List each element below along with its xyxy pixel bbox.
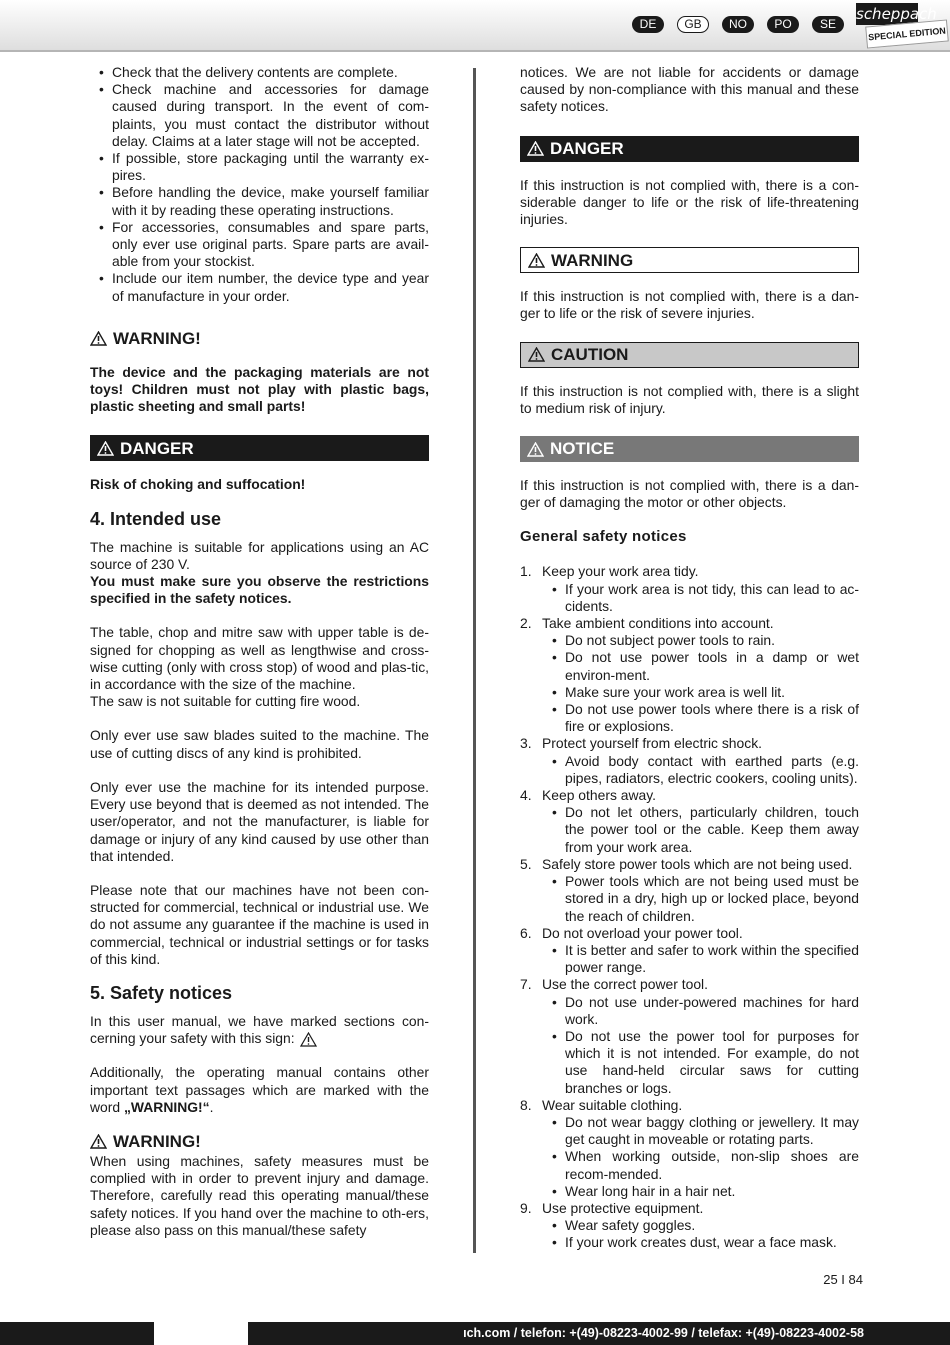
safety-item-text: Use the correct power tool. [542,976,708,993]
list-item: • Check machine and accessories for damage caused during transport. In the event of com-plaints, you must contact the distributor without delay. Claims at a later stage will not be accepted. [112,81,429,150]
lang-de[interactable]: DE [632,16,664,33]
notice-title: NOTICE [550,439,615,459]
caution-box [520,342,859,368]
caution-text: If this instruction is not complied with, there is a slight to medium risk of injury. [520,382,859,416]
list-item: • If possible, store packaging until the warranty ex-pires. [112,150,429,184]
warning-triangle-icon [90,1134,107,1149]
safety-item-text: Wear suitable clothing. [542,1096,683,1113]
safety-item [520,976,859,1096]
right-column [520,64,859,1252]
intended-paragraph: The table, chop and mitre saw with upper table is de-signed for chopping as well as lengthwise and cross-wise cutting (only with cross stop) of wood and plas-tic, in accordance with the size of the machine. [90,624,429,693]
safety-sublist [542,1114,859,1200]
list-item: • Before handling the device, make yourself familiar with it by reading these operating instructions. [112,184,429,218]
safety-item [520,787,859,856]
warning-triangle-icon [527,442,544,457]
safety-subitem: • Avoid body contact with earthed parts (e.g. pipes, radiators, electric cookers, cooling units). [565,753,859,787]
safety-subitem: • Do not use power tools in a damp or wet environ-ment. [565,649,859,683]
safety-notices-heading: 5. Safety notices [90,982,233,1003]
delivery-checklist [90,64,429,305]
brand-logo [856,3,946,45]
column-divider [473,68,476,1253]
safety-item-number: 3. [520,735,532,752]
safety-item-number: 8. [520,1096,532,1113]
warning-title: WARNING! [113,328,201,348]
caution-title: CAUTION [551,345,629,365]
warning-triangle-icon [90,331,107,346]
safety-item-number: 9. [520,1199,532,1216]
danger-text: Risk of choking and suffocation! [90,476,306,493]
safety-sublist [542,994,859,1097]
danger-title: DANGER [120,438,194,458]
safety-sublist [542,753,859,787]
warning-triangle-icon [528,253,545,268]
safety-text-end: . [209,1098,214,1115]
safety-paragraph [90,1064,429,1116]
safety-subitem: • Power tools which are not being used must be stored in a dry, high up or locked place, beyond the reach of children. [565,873,859,925]
warning-text: If this instruction is not complied with, there is a dan-ger to life or the risk of severe injuries. [520,288,859,322]
warning-triangle-icon [527,141,544,156]
safety-sublist [542,942,859,976]
safety-item-text: Keep your work area tidy. [542,563,699,580]
safety-item [520,563,859,615]
safety-text: Additionally, the operating manual contains other important text passages which are marked with the word [90,1064,429,1115]
safety-subitem: • Do not use the power tool for purposes for which it is not intended. For example, do not use hand-held circular saws for cutting branches or logs. [565,1028,859,1097]
safety-item-text: Use protective equipment. [542,1199,704,1216]
danger-text: If this instruction is not complied with, there is a con-siderable danger to life or the risk of life-threatening injuries. [520,176,859,228]
warning-triangle-icon [300,1032,317,1047]
list-item: • Check that the delivery contents are complete. [112,64,429,81]
safety-item [520,856,859,925]
warning-heading [90,1131,429,1153]
intended-use-heading: 4. Intended use [90,508,222,529]
warning-title: WARNING! [113,1131,201,1151]
header-bar [0,0,950,52]
safety-sublist [542,581,859,615]
list-item: • For accessories, consumables and spare parts, only ever use original parts. Spare parts are avail-able from your stockist. [112,219,429,271]
safety-subitem: • If your work creates dust, wear a face mask. [565,1234,859,1251]
general-safety-heading: General safety notices [520,528,687,546]
intended-paragraph: Please note that our machines have not been con-structed for commercial, technical or industrial use. We do not assume any guarantee if the machine is used in commercial, technical or industrial settings or for tasks of this kind. [90,881,429,967]
safety-item-number: 1. [520,563,532,580]
warning-triangle-icon [528,347,545,362]
safety-subitem: • If your work area is not tidy, this can lead to ac-cidents. [565,581,859,615]
warning-word: „WARNING!“ [123,1098,210,1115]
safety-subitem: • Do not let others, particularly children, touch the power tool or the cable. Keep them away from your work area. [565,804,859,856]
safety-paragraph [90,1013,429,1047]
safety-item-number: 7. [520,976,532,993]
left-column [90,64,429,1239]
danger-title: DANGER [550,139,624,158]
page-number: 25 I 84 [823,1272,863,1287]
safety-item-text: Keep others away. [542,787,657,804]
safety-subitem: • It is better and safer to work within the specified power range. [565,942,859,976]
safety-item-text: Do not overload your power tool. [542,924,743,941]
lang-se[interactable]: SE [812,16,844,33]
safety-item-text: Protect yourself from electric shock. [542,735,763,752]
safety-item-number: 4. [520,787,532,804]
warning-text: When using machines, safety measures must be complied with in order to prevent injury and damage. Therefore, carefully read this operating manual/these safety notices. If you hand over the machine to oth-ers, please also pass on this manual/these safety [90,1152,429,1238]
logo-brand: scheppach [856,5,937,23]
warning-triangle-icon [97,441,114,456]
footer-contact: ıch.com / telefon: +(49)-08223-4002-99 / telefax: +(49)-08223-4002-58 [463,1326,864,1340]
lang-po[interactable]: PO [767,16,799,33]
warning-box [520,247,859,273]
intended-restriction: You must make sure you observe the restrictions specified in the safety notices. [90,573,429,607]
safety-list [520,563,859,1251]
warning-heading [90,328,429,350]
safety-item [520,1200,859,1252]
safety-item [520,1097,859,1200]
safety-subitem: • When working outside, non-slip shoes are recom-mended. [565,1148,859,1182]
safety-sign-text: In this user manual, we have marked sections con-cerning your safety with this sign: [90,1012,429,1047]
safety-item-number: 6. [520,924,532,941]
safety-subitem: • Do not use under-powered machines for hard work. [565,994,859,1028]
safety-subitem: • Do not wear baggy clothing or jewellery. It may get caught in moveable or rotating parts. [565,1114,859,1148]
notice-text: If this instruction is not complied with, there is a dan-ger of damaging the motor or other objects. [520,477,859,511]
safety-item [520,735,859,787]
danger-box [520,136,859,162]
safety-subitem: • Do not subject power tools to rain. [565,632,859,649]
safety-sublist [542,632,859,735]
intended-paragraph: The saw is not suitable for cutting fire wood. [90,693,361,710]
list-item: • Include our item number, the device type and year of manufacture in your order. [112,270,429,304]
danger-box [90,435,429,461]
safety-sublist [542,1217,859,1251]
safety-item-text: Safely store power tools which are not being used. [542,855,853,872]
intended-paragraph: Only ever use saw blades suited to the machine. The use of cutting discs of any kind is prohibited. [90,727,429,761]
safety-item [520,925,859,977]
safety-item-text: Take ambient conditions into account. [542,615,774,632]
intended-paragraph: The machine is suitable for applications using an AC source of 230 V. [90,538,429,572]
safety-sublist [542,804,859,856]
safety-subitem: • Wear long hair in a hair net. [565,1183,859,1200]
lang-gb[interactable]: GB [677,16,709,33]
safety-subitem: • Make sure your work area is well lit. [565,684,859,701]
safety-subitem: • Wear safety goggles. [565,1217,859,1234]
notice-box [520,436,859,462]
footer-gap [154,1322,248,1345]
footer-bar [0,1322,950,1345]
intended-paragraph: Only ever use the machine for its intended purpose. Every use beyond that is deemed as not intended. The user/operator, and not the manufacturer, is liable for damage or injury of any kind caused by use other than that intended. [90,778,429,864]
safety-subitem: • Do not use power tools where there is a risk of fire or explosions. [565,701,859,735]
safety-item [520,615,859,735]
lang-no[interactable]: NO [722,16,754,33]
safety-item-number: 5. [520,855,532,872]
safety-sublist [542,873,859,925]
warning-text: The device and the packaging materials are not toys! Children must not play with plastic bags, plastic sheeting and small parts! [90,363,429,415]
safety-item-number: 2. [520,615,532,632]
logo-tagline: SPECIAL EDITION [865,19,949,48]
warning-title: WARNING [551,250,634,270]
intro-paragraph: notices. We are not liable for accidents or damage caused by non-compliance with this manual and these safety notices. [520,64,859,115]
